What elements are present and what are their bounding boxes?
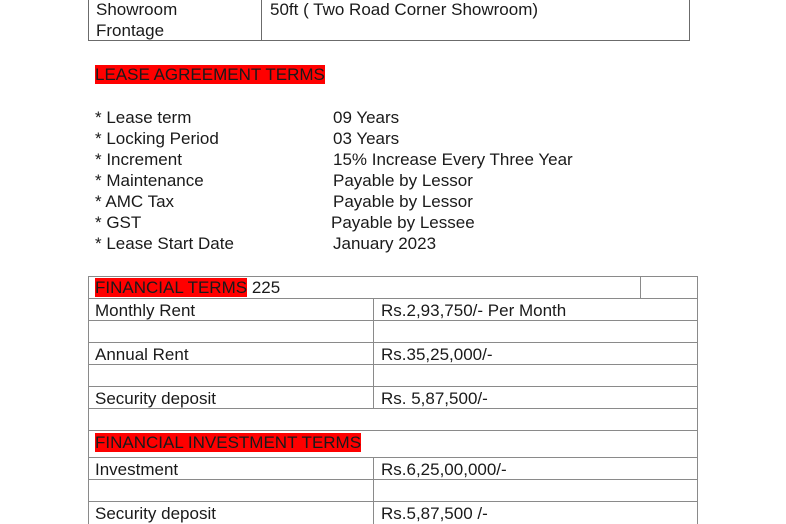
security-deposit-label: Security deposit bbox=[95, 389, 216, 408]
locking-period-label: * Locking Period bbox=[95, 129, 219, 148]
financial-terms-heading bbox=[95, 277, 280, 298]
gst-value: Payable by Lessee bbox=[331, 213, 475, 232]
lease-terms-labels bbox=[95, 107, 234, 254]
lease-start-date-label: * Lease Start Date bbox=[95, 234, 234, 253]
lease-start-date-value: January 2023 bbox=[333, 234, 437, 253]
amc-tax-value: Payable by Lessor bbox=[333, 192, 473, 211]
grid-line bbox=[88, 298, 698, 299]
investment-security-deposit-value: Rs.5,87,500 /- bbox=[381, 504, 488, 523]
increment-value: 15% Increase Every Three Year bbox=[333, 150, 573, 169]
locking-period-value: 03 Years bbox=[333, 129, 400, 148]
investment-label: Investment bbox=[95, 460, 179, 479]
table-divider bbox=[261, 0, 262, 40]
financial-terms-heading-suffix: 225 bbox=[247, 278, 281, 297]
investment-terms-heading bbox=[95, 432, 361, 453]
grid-line bbox=[697, 276, 698, 524]
grid-line bbox=[88, 386, 698, 387]
annual-rent-label: Annual Rent bbox=[95, 345, 189, 364]
annual-rent-value: Rs.35,25,000/- bbox=[381, 345, 493, 364]
gst-label: * GST bbox=[95, 213, 142, 232]
monthly-rent-value: Rs.2,93,750/- Per Month bbox=[381, 301, 567, 320]
showroom-frontage-value: 50ft ( Two Road Corner Showroom) bbox=[270, 0, 539, 19]
lease-terms-values bbox=[333, 107, 573, 254]
investment-terms-heading-text: FINANCIAL INVESTMENT TERMS bbox=[95, 433, 362, 452]
increment-label: * Increment bbox=[95, 150, 182, 169]
security-deposit-value: Rs. 5,87,500/- bbox=[381, 389, 488, 408]
investment-security-deposit-label: Security deposit bbox=[95, 504, 216, 523]
lease-term-label: * Lease term bbox=[95, 108, 192, 127]
investment-value: Rs.6,25,00,000/- bbox=[381, 460, 507, 479]
maintenance-label: * Maintenance bbox=[95, 171, 204, 190]
lease-terms-heading-text: LEASE AGREEMENT TERMS bbox=[95, 65, 325, 84]
grid-line bbox=[88, 501, 698, 502]
financial-terms-heading-text: FINANCIAL TERMS bbox=[95, 278, 248, 297]
grid-line bbox=[88, 457, 698, 458]
showroom-frontage-table bbox=[88, 0, 690, 41]
monthly-rent-label: Monthly Rent bbox=[95, 301, 196, 320]
grid-line bbox=[373, 298, 374, 408]
showroom-frontage-label: Showroom Frontage bbox=[96, 0, 178, 40]
lease-terms-heading bbox=[95, 64, 325, 85]
grid-line bbox=[88, 342, 698, 343]
amc-tax-label: * AMC Tax bbox=[95, 192, 175, 211]
grid-line bbox=[88, 430, 698, 431]
maintenance-value: Payable by Lessor bbox=[333, 171, 473, 190]
grid-line bbox=[88, 276, 89, 524]
grid-line bbox=[373, 457, 374, 524]
lease-term-value: 09 Years bbox=[333, 108, 400, 127]
grid-line bbox=[640, 276, 641, 298]
